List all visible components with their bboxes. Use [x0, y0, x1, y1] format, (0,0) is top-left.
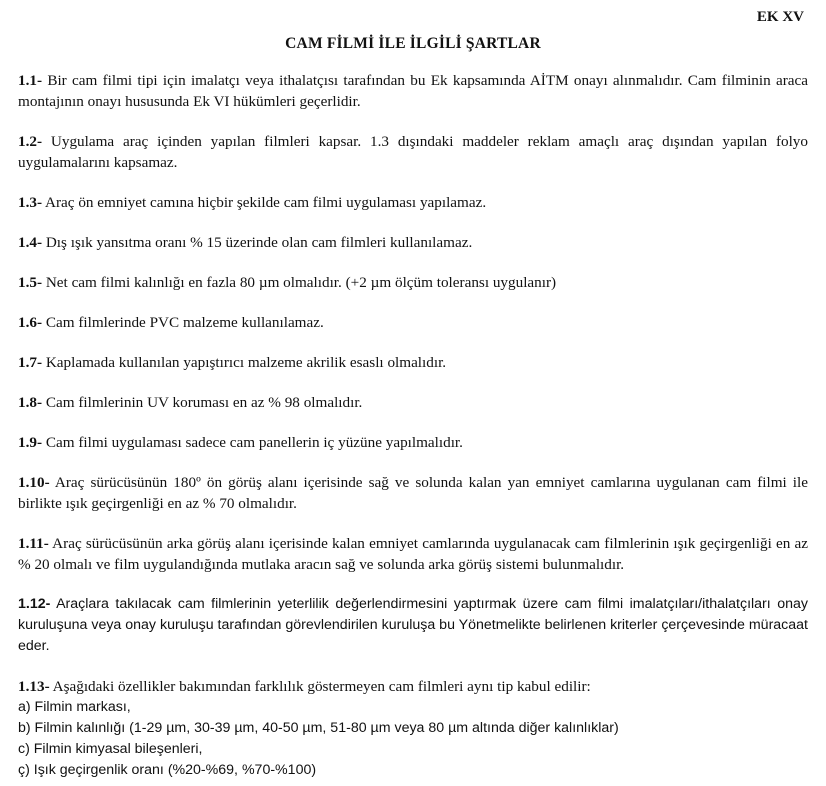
paragraph-1-12	[18, 594, 808, 657]
paragraph-1-5	[18, 272, 808, 293]
list-item-thickness: b) Filmin kalınlığı (1-29 µm, 30-39 µm, 40-50 µm, 51-80 µm veya 80 µm altında diğer kalınlıklar)	[18, 720, 619, 736]
paragraph-text: Araç ön emniyet camına hiçbir şekilde cam filmi uygulaması yapılamaz.	[45, 194, 487, 211]
paragraph-1-8	[18, 392, 808, 413]
paragraph-text: Cam filmlerinde PVC malzeme kullanılamaz.	[45, 314, 324, 331]
paragraph-1-4	[18, 232, 808, 253]
list-item-brand: a) Filmin markası,	[18, 699, 131, 715]
paragraph-1-9	[18, 432, 808, 453]
paragraph-text: Kaplamada kullanılan yapıştırıcı malzeme akrilik esaslı olmalıdır.	[45, 354, 447, 371]
paragraph-number: 1.5-	[18, 274, 43, 291]
list-item-chemical: c) Filmin kimyasal bileşenleri,	[18, 741, 203, 757]
annex-label: EK XV	[756, 9, 804, 25]
paragraph-number: 1.13-	[18, 678, 50, 695]
paragraph-1-3	[18, 192, 808, 213]
paragraph-1-10	[18, 472, 808, 514]
paragraph-number: 1.6-	[18, 314, 43, 331]
paragraph-text: Net cam filmi kalınlığı en fazla 80 µm olmalıdır. (+2 µm ölçüm toleransı uygulanır)	[45, 274, 557, 291]
paragraph-1-6	[18, 312, 808, 333]
paragraph-text: Araçlara takılacak cam filmlerinin yeterlilik değerlendirmesini yaptırmak üzere cam filmi imalatçıları/ithalatçıları onay kuruluşuna veya onay kuruluşu tarafından görevlendirilen kuruluşa bu Yönetmelikte belirlenen kriterler çerçevesinde müracaat eder.	[18, 596, 808, 654]
document-body	[18, 70, 808, 781]
paragraph-number: 1.11-	[18, 535, 49, 552]
document-title: CAM FİLMİ İLE İLGİLİ ŞARTLAR	[285, 35, 541, 52]
paragraph-text: Aşağıdaki özellikler bakımından farklılık göstermeyen cam filmleri aynı tip kabul edilir:	[52, 678, 591, 695]
paragraph-text: Bir cam filmi tipi için imalatçı veya ithalatçısı tarafından bu Ek kapsamında AİTM onayı alınmalıdır. Cam filminin araca montajının onayı hususunda Ek VI hükümleri geçerlidir.	[18, 72, 808, 110]
paragraph-1-11	[18, 533, 808, 575]
paragraph-number: 1.7-	[18, 354, 43, 371]
paragraph-number: 1.4-	[18, 234, 43, 251]
paragraph-number: 1.10-	[18, 474, 50, 491]
paragraph-text: Uygulama araç içinden yapılan filmleri kapsar. 1.3 dışındaki maddeler reklam amaçlı araç dışından yapılan folyo uygulamalarını kapsamaz.	[18, 133, 808, 171]
paragraph-text: Dış ışık yansıtma oranı % 15 üzerinde olan cam filmleri kullanılamaz.	[45, 234, 473, 251]
paragraph-number: 1.8-	[18, 394, 43, 411]
paragraph-text: Araç sürücüsünün arka görüş alanı içerisinde kalan emniyet camlarında uygulanacak cam filmlerinin ışık geçirgenliği en az % 20 olmalı ve film uygulandığında mutlaka aracın sağ ve solunda arka görüş sistemi bulunmalıdır.	[18, 535, 808, 573]
list-item-transmittance: ç) Işık geçirgenlik oranı (%20-%69, %70-%100)	[18, 762, 317, 778]
paragraph-number: 1.12-	[18, 596, 51, 612]
paragraph-text: Cam filmlerinin UV koruması en az % 98 olmalıdır.	[45, 394, 363, 411]
paragraph-number: 1.1-	[18, 72, 43, 89]
criteria-list	[18, 697, 808, 781]
paragraph-1-1	[18, 70, 808, 112]
paragraph-1-13	[18, 676, 808, 697]
paragraph-number: 1.9-	[18, 434, 43, 451]
paragraph-text: Cam filmi uygulaması sadece cam panellerin iç yüzüne yapılmalıdır.	[45, 434, 463, 451]
paragraph-number: 1.3-	[18, 194, 43, 211]
paragraph-1-7	[18, 352, 808, 373]
paragraph-text: Araç sürücüsünün 180º ön görüş alanı içerisinde sağ ve solunda kalan yan emniyet camlarına uygulanan cam filmi ile birlikte ışık geçirgenliği en az % 70 olmalıdır.	[18, 474, 808, 512]
paragraph-1-2	[18, 131, 808, 173]
paragraph-number: 1.2-	[18, 133, 43, 150]
